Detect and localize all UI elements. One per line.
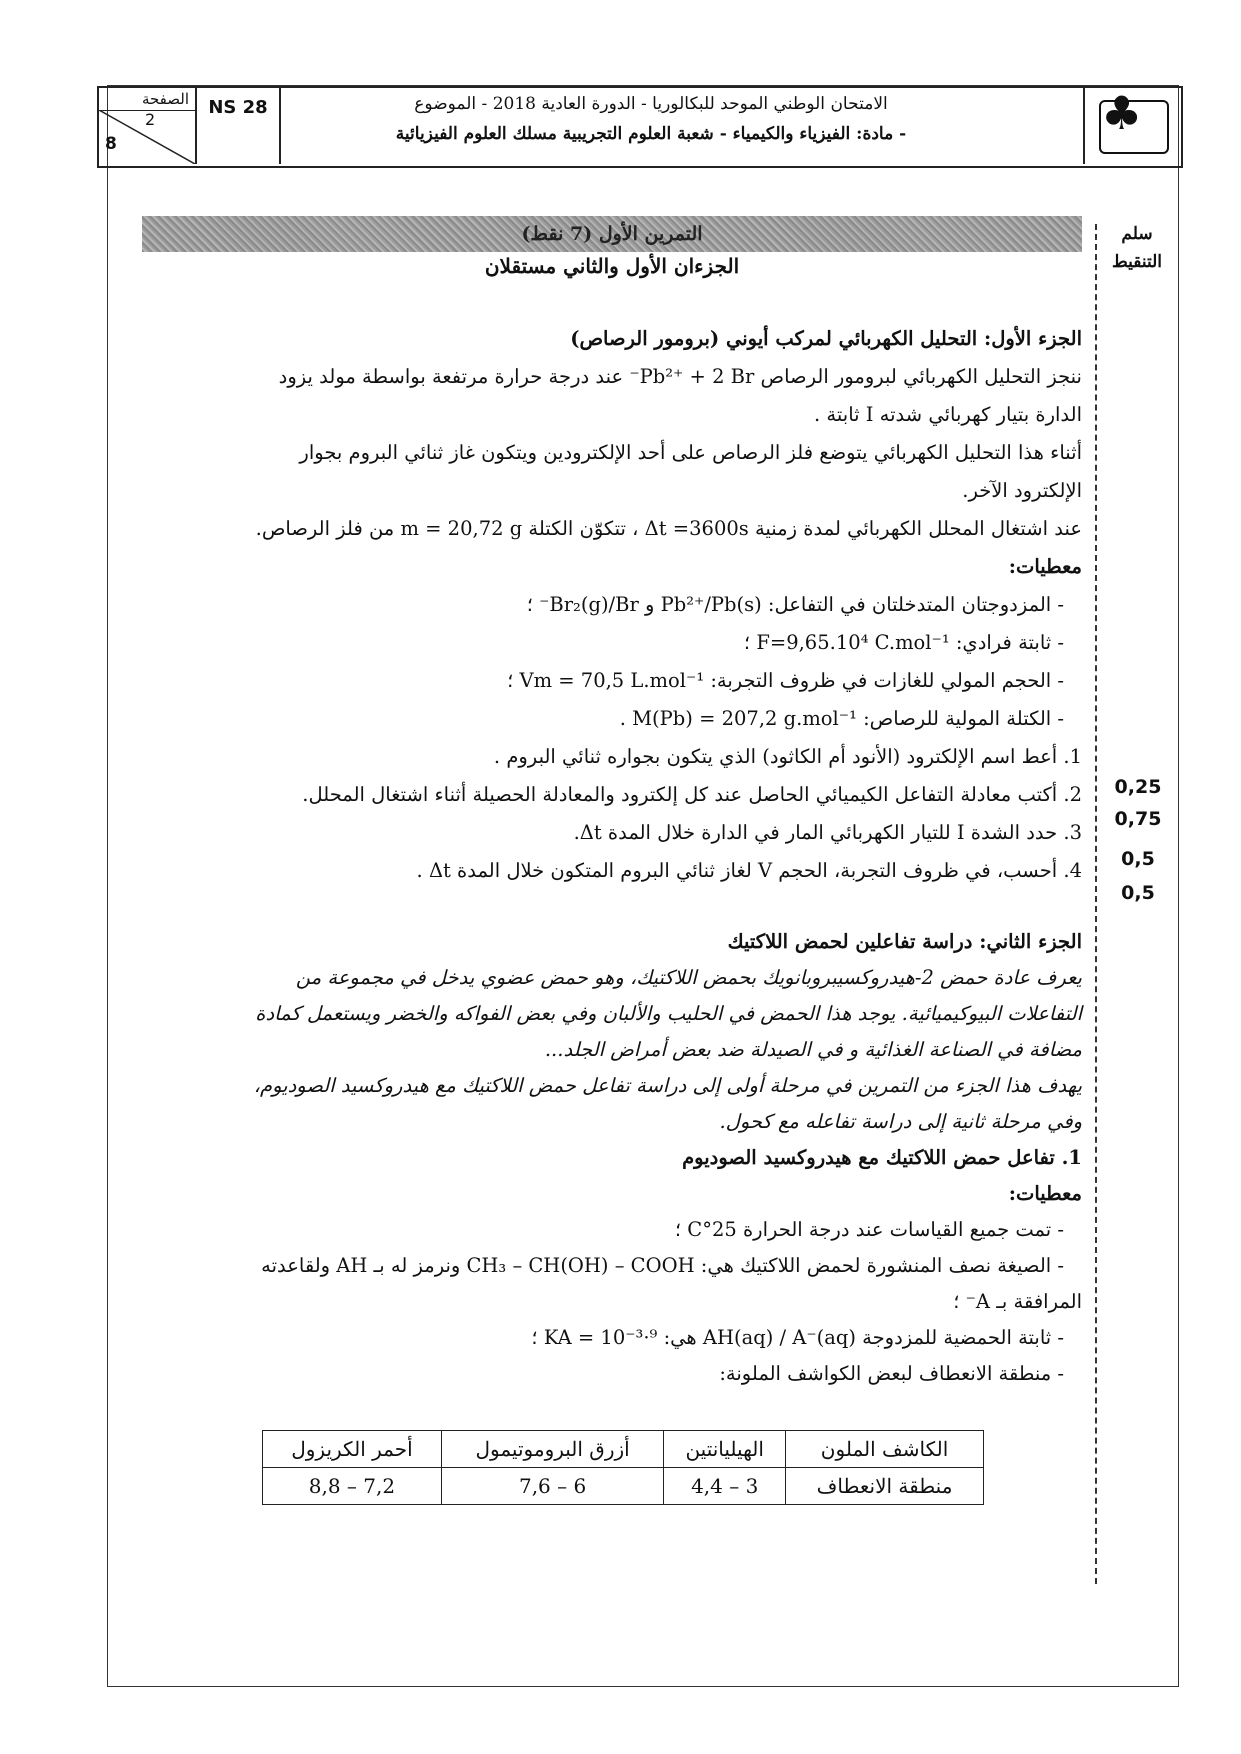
part2 [190,924,1082,1392]
total-pages: 8 [105,134,117,154]
table-row [263,1431,984,1468]
part2-intro-3: مضافة في الصناعة الغذائية و في الصيدلة ضد بعض أمراض الجلد... [544,1038,1082,1061]
part2-sub1: 1. تفاعل حمض اللاكتيك مع هيدروكسيد الصوديوم [682,1146,1082,1169]
score-q3: 0,5 [1121,848,1155,870]
part2-data-2: - الصيغة نصف المنشورة لحمض اللاكتيك هي: CH₃ – CH(OH) – COOH ونرمز له بـ AH ولقاعدته [261,1254,1064,1277]
scale-header-line2: التنقيط [1111,252,1163,272]
table-cell: 6 – 7,6 [441,1468,663,1505]
part2-data-title: معطيات: [1008,1182,1082,1205]
part2-data-3: المرافقة بـ A⁻ ؛ [953,1290,1082,1313]
exam-title-line1: الامتحان الوطني الموحد للبكالوريا - الدورة العادية 2018 - الموضوع [414,94,888,114]
part1-question-1: 1. أعط اسم الإلكترود (الأنود أم الكاثود) الذي يتكون بجواره ثنائي البروم . [493,745,1082,768]
part1-title: الجزء الأول: التحليل الكهربائي لمركب أيوني (برومور الرصاص) [570,327,1082,350]
part1-data-2: - ثابتة فرادي: F=9,65.10⁴ C.mol⁻¹ ؛ [743,631,1064,654]
part1 [190,320,1082,890]
part1-data-3: - الحجم المولي للغازات في ظروف التجربة: Vm = 70,5 L.mol⁻¹ ؛ [507,669,1064,692]
table-cell: 7,2 – 8,8 [263,1468,442,1505]
part2-intro-2: التفاعلات البيوكيميائية. يوجد هذا الحمض في الحليب والألبان وفي بعض الفواكه والخضر ويستعمل كمادة [255,1002,1082,1025]
table-row [263,1468,984,1505]
part2-title: الجزء الثاني: دراسة تفاعلين لحمض اللاكتيك [727,930,1082,953]
part2-data-1: - تمت جميع القياسات عند درجة الحرارة 25°C ؛ [674,1218,1064,1241]
part2-data-4: - ثابتة الحمضية للمزدوجة AH(aq) / A⁻(aq) هي: KA = 10⁻³·⁹ ؛ [531,1326,1064,1349]
part1-data-title: معطيات: [1008,555,1082,578]
exercise-banner: التمرين الأول (7 نقط) [142,216,1082,252]
exercise-subtitle: الجزءان الأول والثاني مستقلان [484,254,740,278]
club-icon: ♣ [1101,86,1143,140]
part1-question-4: 4. أحسب، في ظروف التجربة، الحجم V لغاز ثنائي البروم المتكون خلال المدة Δt . [416,859,1082,882]
exam-header [97,86,1183,168]
table-header-cell: أزرق البروموتيمول [441,1431,663,1468]
part2-data-5: - منطقة الانعطاف لبعض الكواشف الملونة: [719,1362,1064,1385]
part1-question-3: 3. حدد الشدة I للتيار الكهربائي المار في الدارة خلال المدة Δt. [573,821,1082,844]
part1-data-1: - المزدوجتان المتدخلتان في التفاعل: Pb²⁺/Pb(s) و Br₂(g)/Br⁻ ؛ [526,593,1064,616]
indicator-table [262,1430,984,1505]
part2-intro-4: يهدف هذا الجزء من التمرين في مرحلة أولى إلى دراسة تفاعل حمض اللاكتيك مع هيدروكسيد الصوديوم، [253,1074,1082,1097]
part1-p1: ننجز التحليل الكهربائي لبرومور الرصاص Pb²⁺ + 2 Br⁻ عند درجة حرارة مرتفعة بواسطة مولد يزود [278,365,1082,388]
scale-column-divider [1095,224,1098,1584]
score-q4: 0,5 [1121,882,1155,904]
page-number-box [99,88,197,164]
table-cell: 3 – 4,4 [664,1468,786,1505]
part1-p3: عند اشتغال المحلل الكهربائي لمدة زمنية Δt =3600s ، تتكوّن الكتلة m = 20,72 g من فلز الرصاص. [255,517,1082,540]
part1-p2b: الإلكترود الآخر. [962,479,1082,502]
exam-title-line2: - مادة: الفيزياء والكيمياء - شعبة العلوم التجريبية مسلك العلوم الفيزيائية [395,124,907,144]
table-header-cell: الهيليانتين [664,1431,786,1468]
scale-header-line1: سلم [1121,224,1153,244]
table-header-cell: الكاشف الملون [786,1431,984,1468]
part2-intro-5: وفي مرحلة ثانية إلى دراسة تفاعله مع كحول. [719,1110,1082,1133]
part1-p1b: الدارة بتيار كهربائي شدته I ثابتة . [814,403,1082,426]
table-cell: منطقة الانعطاف [786,1468,984,1505]
score-q2: 0,75 [1114,808,1162,830]
part1-data-4: - الكتلة المولية للرصاص: M(Pb) = 207,2 g.mol⁻¹ . [619,707,1064,730]
logo [1083,88,1181,164]
page-label: الصفحة [141,90,189,108]
scale-header [1107,220,1167,276]
part1-p2: أثناء هذا التحليل الكهربائي يتوضع فلز الرصاص على أحد الإلكترودين ويتكون غاز ثنائي البروم بجوار [299,441,1082,464]
page-number: 2 [145,110,156,129]
part2-intro-1: يعرف عادة حمض 2-هيدروكسيبروبانويك بحمض اللاكتيك، وهو حمض عضوي يدخل في مجموعة من [295,966,1082,989]
score-q1: 0,25 [1114,776,1162,798]
table-header-cell: أحمر الكريزول [263,1431,442,1468]
part1-question-2: 2. أكتب معادلة التفاعل الكيميائي الحاصل عند كل إلكترود والمعادلة الحصيلة أثناء اشتغال المحلل. [302,783,1082,806]
exam-code: NS 28 [197,88,281,164]
exam-title [281,94,1021,144]
